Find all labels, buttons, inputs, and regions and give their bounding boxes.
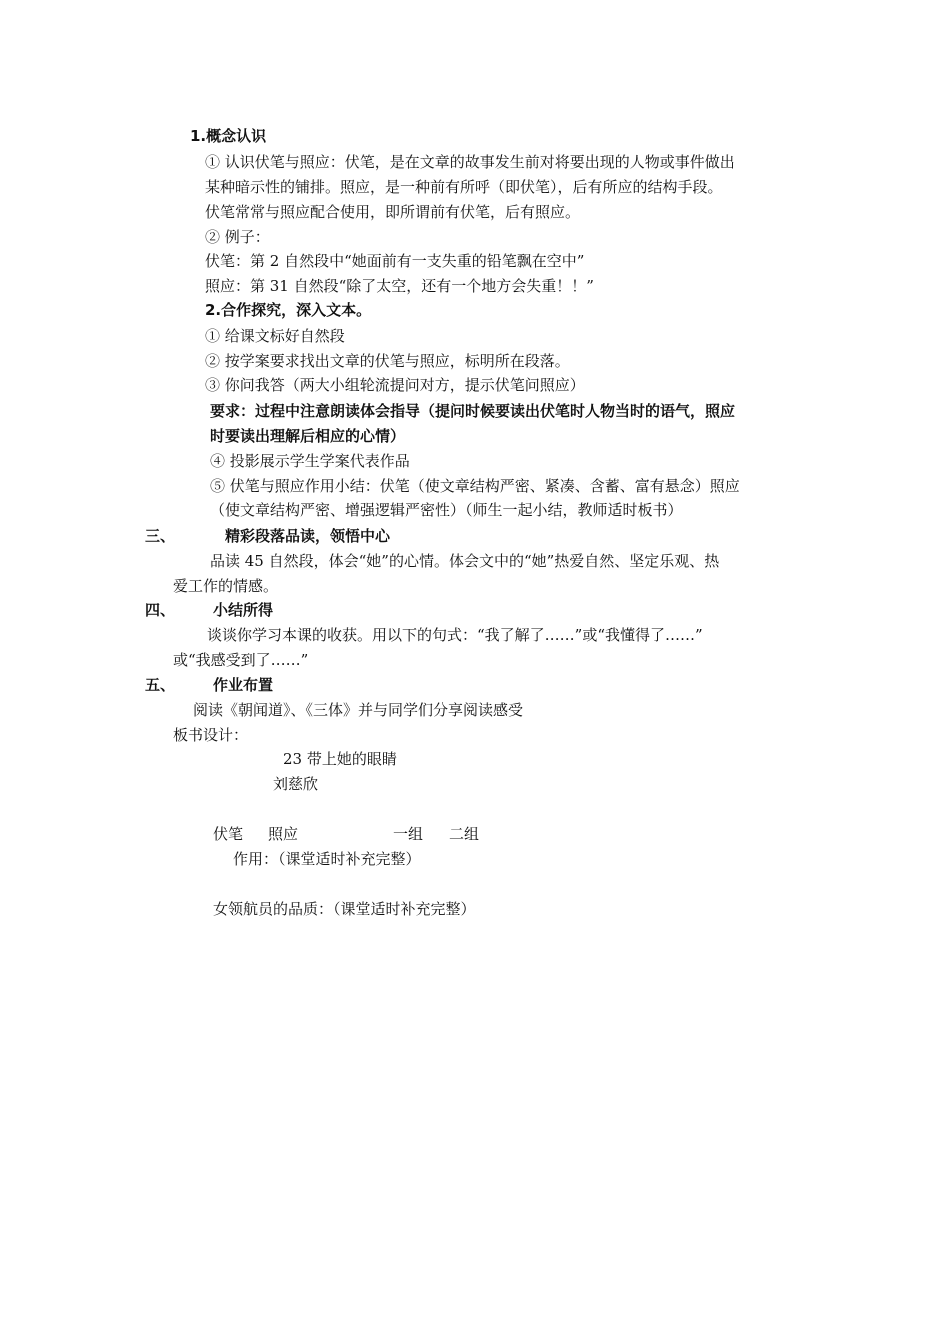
board-col-group2: 二组	[449, 825, 480, 843]
explore-item-1: ① 给课文标好自然段	[205, 327, 345, 345]
section-3-line2: 爱工作的情感。	[173, 577, 279, 595]
section-4-title: 小结所得	[213, 601, 274, 619]
board-design-label: 板书设计：	[173, 726, 249, 744]
explore-item-4: ④ 投影展示学生学案代表作品	[210, 452, 410, 470]
board-function: 作用：（课堂适时补充完整）	[233, 850, 421, 868]
explore-item-5-line2: （使文章结构严密、增强逻辑严密性）（师生一起小结，教师适时板书）	[210, 501, 683, 519]
concept-para-line3: 伏笔常常与照应配合使用，即所谓前有伏笔，后有照应。	[205, 203, 581, 221]
explore-item-3: ③ 你问我答（两大小组轮流提问对方，提示伏笔问照应）	[205, 376, 585, 394]
example-echo: 照应：第 31 自然段“除了太空，还有一个地方会失重！！”	[205, 277, 594, 295]
section-3-number: 三、	[145, 527, 176, 545]
requirement-line1: 要求：过程中注意朗读体会指导（提问时候要读出伏笔时人物当时的语气，照应	[210, 402, 736, 420]
explore-item-5-line1: ⑤ 伏笔与照应作用小结：伏笔（使文章结构严密、紧凑、含蓄、富有悬念）照应	[210, 477, 740, 495]
requirement-line2: 时要读出理解后相应的心情）	[210, 427, 406, 445]
example-label: ② 例子：	[205, 228, 270, 246]
section-3-line1: 品读 45 自然段，体会“她”的心情。体会文中的“她”热爱自然、坚定乐观、热	[210, 552, 720, 570]
section-3-title: 精彩段落品读，领悟中心	[225, 527, 391, 545]
concept-para-line1: ① 认识伏笔与照应：伏笔，是在文章的故事发生前对将要出现的人物或事件做出	[205, 153, 735, 171]
board-col-group1: 一组	[393, 825, 424, 843]
section-4-line1: 谈谈你学习本课的收获。用以下的句式：“我了解了……”或“我懂得了……”	[207, 626, 703, 644]
board-quality: 女领航员的品质：（课堂适时补充完整）	[213, 900, 476, 918]
board-author: 刘慈欣	[273, 775, 319, 793]
section-4-number: 四、	[145, 601, 176, 619]
section-5-number: 五、	[145, 676, 176, 694]
section-4-line2: 或“我感受到了……”	[173, 651, 309, 669]
explore-heading: 2.合作探究，深入文本。	[205, 301, 372, 319]
concept-heading: 1.概念认识	[190, 127, 267, 145]
example-foreshadow: 伏笔：第 2 自然段中“她面前有一支失重的铅笔飘在空中”	[205, 252, 585, 270]
section-5-line1: 阅读《朝闻道》、《三体》并与同学们分享阅读感受	[193, 701, 524, 719]
board-title: 23 带上她的眼睛	[283, 750, 397, 768]
board-col-foreshadow: 伏笔	[213, 825, 244, 843]
concept-para-line2: 某种暗示性的铺排。照应，是一种前有所呼（即伏笔），后有所应的结构手段。	[205, 178, 723, 196]
board-col-echo: 照应	[268, 825, 299, 843]
section-5-title: 作业布置	[213, 676, 274, 694]
explore-item-2: ② 按学案要求找出文章的伏笔与照应，标明所在段落。	[205, 352, 570, 370]
